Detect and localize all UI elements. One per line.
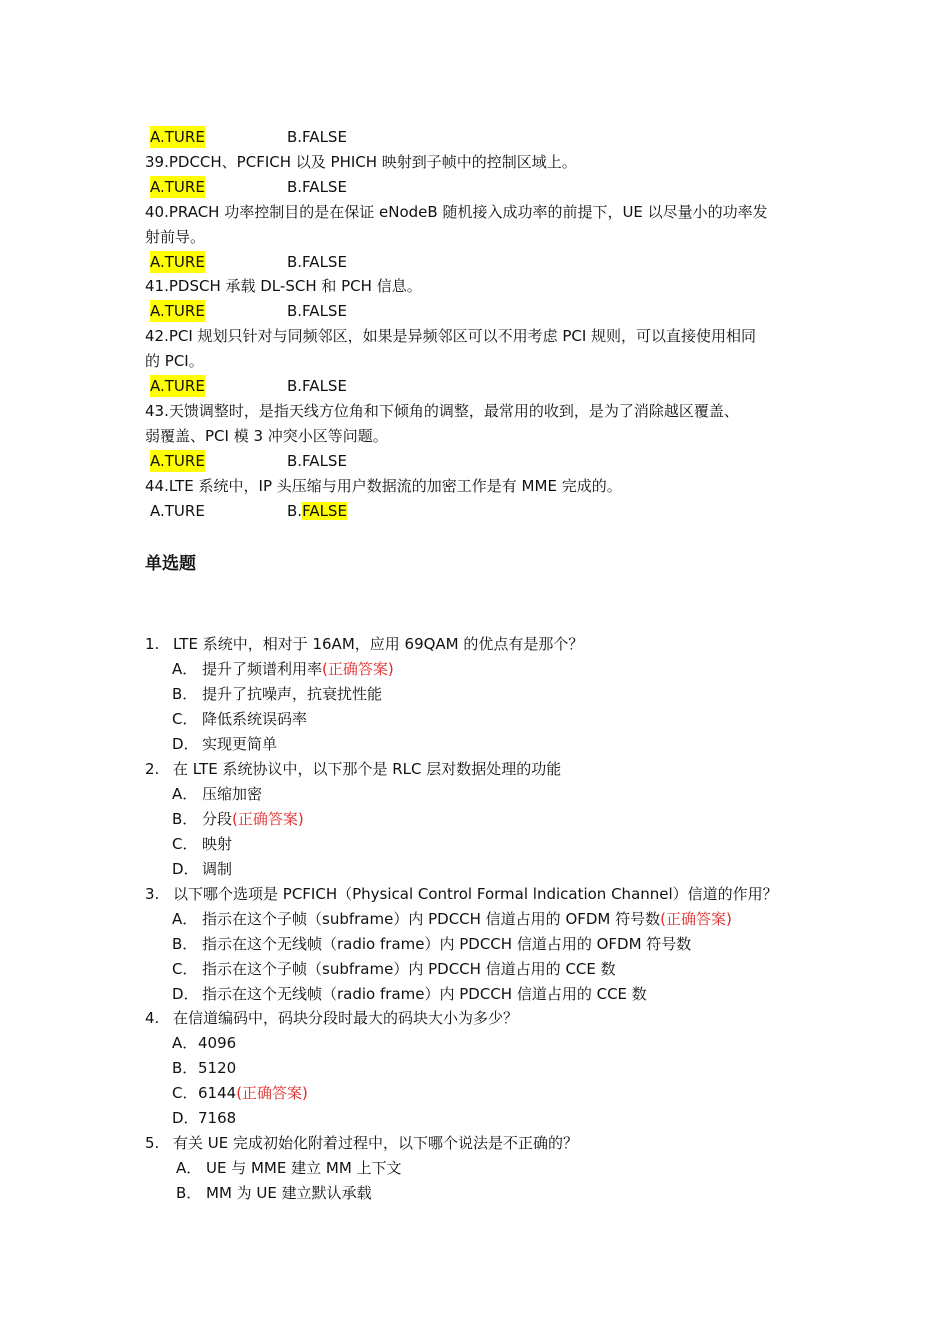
option-text: 6144 <box>198 1084 237 1102</box>
answer-option <box>172 858 232 880</box>
option-letter: D． <box>172 860 199 878</box>
question-42-line2: 的 PCI。 <box>145 352 204 370</box>
option-text: 7168 <box>198 1109 237 1127</box>
option-text: 提升了抗噪声，抗衰扰性能 <box>202 685 383 703</box>
option-b <box>287 500 347 522</box>
option-text: 实现更简单 <box>202 735 278 753</box>
question-40-line2: 射前导。 <box>145 228 206 246</box>
answer-option <box>172 1082 308 1104</box>
question-40-line1: 40.PRACH 功率控制目的是在保证 eNodeB 随机接入成功率的前提下，UE 以尽量小的功率发 <box>145 203 768 221</box>
option-letter: A． <box>172 785 198 803</box>
option-text: 4096 <box>198 1034 237 1052</box>
option-letter: B． <box>172 810 198 828</box>
answer-option <box>172 1057 236 1079</box>
answer-option <box>172 808 304 830</box>
answer-option <box>172 933 691 955</box>
option-text: 映射 <box>202 835 233 853</box>
question-39: 39.PDCCH、PCFICH 以及 PHICH 映射到子帧中的控制区域上。 <box>145 153 577 171</box>
option-letter: B． <box>172 685 198 703</box>
question-text: 在 LTE 系统协议中，以下那个是 RLC 层对数据处理的功能 <box>173 760 562 778</box>
option-text: 降低系统误码率 <box>202 710 308 728</box>
option-a-highlighted: A.TURE <box>150 128 205 146</box>
option-b: B.FALSE <box>287 302 347 320</box>
question-text: LTE 系统中，相对于 16AM，应用 69QAM 的优点有是那个？ <box>173 635 584 653</box>
correct-answer-mark: (正确答案) <box>232 810 304 828</box>
section-title: 单选题 <box>145 554 196 574</box>
option-text: 分段 <box>202 810 233 828</box>
option-letter: A． <box>172 660 198 678</box>
option-letter: C． <box>172 1084 198 1102</box>
answer-option <box>172 783 262 805</box>
question-text: 有关 UE 完成初始化附着过程中，以下哪个说法是不正确的？ <box>173 1134 578 1152</box>
question-number: 5. <box>145 1134 160 1152</box>
answer-option <box>172 658 394 680</box>
option-letter: A． <box>172 1034 198 1052</box>
option-letter: A． <box>172 910 198 928</box>
question-text: 以下哪个选项是 PCFICH（Physical Control Formal lndication Channel）信道的作用？ <box>173 885 778 903</box>
option-a-highlighted: A.TURE <box>150 377 205 395</box>
option-text: 调制 <box>202 860 233 878</box>
option-b-prefix: B. <box>287 502 303 520</box>
answer-option <box>172 983 647 1005</box>
option-letter: D． <box>172 985 199 1003</box>
question-text: 在信道编码中，码块分段时最大的码块大小为多少？ <box>173 1009 519 1027</box>
answer-option <box>176 1182 372 1204</box>
question-42-line1: 42.PCI 规划只针对与同频邻区，如果是异频邻区可以不用考虑 PCI 规则，可以直接使用相同 <box>145 327 757 345</box>
option-text: 压缩加密 <box>202 785 263 803</box>
option-text: 指示在这个无线帧（radio frame）内 PDCCH 信道占用的 OFDM 符号数 <box>202 935 692 953</box>
option-letter: B． <box>172 1059 198 1077</box>
option-letter: B． <box>172 935 198 953</box>
option-letter: B． <box>176 1184 202 1202</box>
option-text: MM 为 UE 建立默认承载 <box>206 1184 372 1202</box>
option-letter: C． <box>172 710 198 728</box>
correct-answer-mark: (正确答案) <box>660 910 732 928</box>
option-letter: D． <box>172 735 199 753</box>
answer-option <box>172 733 277 755</box>
question-number: 3. <box>145 885 160 903</box>
question-43-line2: 弱覆盖、PCI 模 3 冲突小区等问题。 <box>145 427 388 445</box>
option-b-highlighted: FALSE <box>302 502 347 520</box>
correct-answer-mark: (正确答案) <box>236 1084 308 1102</box>
option-letter: C． <box>172 960 198 978</box>
answer-option <box>172 833 232 855</box>
correct-answer-mark: (正确答案) <box>322 660 394 678</box>
option-b: B.FALSE <box>287 452 347 470</box>
option-text: 5120 <box>198 1059 237 1077</box>
answer-option <box>172 708 307 730</box>
question-number: 4. <box>145 1009 160 1027</box>
option-a-highlighted: A.TURE <box>150 253 205 271</box>
option-b: B.FALSE <box>287 128 347 146</box>
question-number: 1. <box>145 635 160 653</box>
option-text: 指示在这个无线帧（radio frame）内 PDCCH 信道占用的 CCE 数 <box>202 985 647 1003</box>
option-text: 提升了频谱利用率 <box>202 660 323 678</box>
option-a-highlighted: A.TURE <box>150 302 205 320</box>
option-b: B.FALSE <box>287 253 347 271</box>
option-text: UE 与 MME 建立 MM 上下文 <box>206 1159 402 1177</box>
option-text: 指示在这个子帧（subframe）内 PDCCH 信道占用的 OFDM 符号数 <box>202 910 661 928</box>
question-44: 44.LTE 系统中，IP 头压缩与用户数据流的加密工作是有 MME 完成的。 <box>145 477 622 495</box>
answer-option <box>172 958 616 980</box>
question-number: 2. <box>145 760 160 778</box>
answer-option <box>172 1032 236 1054</box>
option-letter: D． <box>172 1109 199 1127</box>
option-a: A.TURE <box>150 502 205 520</box>
option-letter: C． <box>172 835 198 853</box>
answer-option <box>172 908 732 930</box>
option-a-highlighted: A.TURE <box>150 452 205 470</box>
option-text: 指示在这个子帧（subframe）内 PDCCH 信道占用的 CCE 数 <box>202 960 616 978</box>
option-b: B.FALSE <box>287 377 347 395</box>
option-letter: A． <box>176 1159 202 1177</box>
question-43-line1: 43.天馈调整时，是指天线方位角和下倾角的调整，最常用的收到，是为了消除越区覆盖、 <box>145 402 739 420</box>
question-41: 41.PDSCH 承载 DL-SCH 和 PCH 信息。 <box>145 277 422 295</box>
answer-option <box>176 1157 402 1179</box>
option-a-highlighted: A.TURE <box>150 178 205 196</box>
answer-option <box>172 1107 236 1129</box>
answer-option <box>172 683 382 705</box>
option-b: B.FALSE <box>287 178 347 196</box>
